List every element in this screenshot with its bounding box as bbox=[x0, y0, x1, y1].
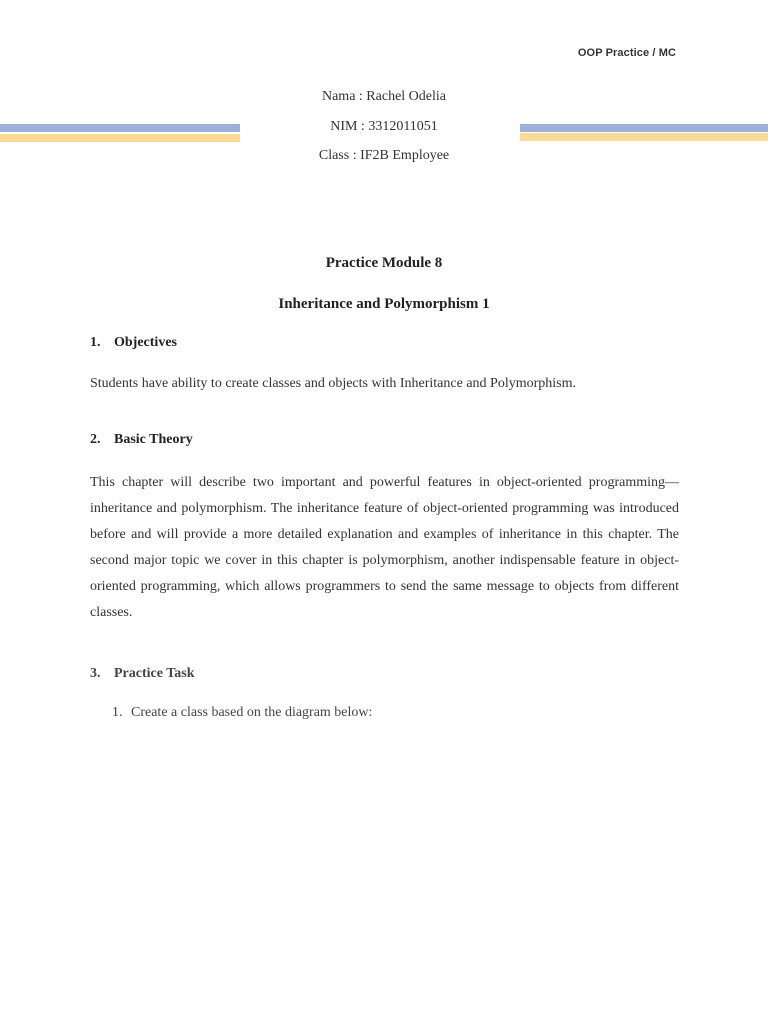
right-yellow-stripe bbox=[520, 133, 768, 141]
objectives-text: Students have ability to create classes and objects with Inheritance and Polymorphism. bbox=[90, 376, 576, 391]
practice-task-heading-text: Practice Task bbox=[114, 666, 195, 681]
basic-theory-heading bbox=[90, 432, 193, 448]
basic-theory-text: This chapter will describe two important and powerful features in object-oriented programming—inheritance and polymorphism. The inheritance feature of object-oriented programming was introduced before and will provide a more detailed explanation and examples of inheritance in this chapter. The second major topic we cover in this chapter is polymorphism, another indispensable feature in object-oriented programming, which allows programmers to send the same message to objects from different classes. bbox=[90, 475, 679, 620]
student-name: Nama : Rachel Odelia bbox=[321, 89, 446, 104]
module-title: Practice Module 8 bbox=[325, 255, 443, 271]
objectives-heading-text: Objectives bbox=[114, 335, 177, 350]
student-nim: NIM : 3312011051 bbox=[330, 118, 438, 134]
practice-task-heading bbox=[90, 666, 195, 682]
left-blue-stripe bbox=[0, 124, 240, 132]
header-tag: OOP Practice / MC bbox=[577, 47, 676, 59]
student-class: Class : IF2B Employee bbox=[318, 148, 450, 163]
basic-theory-heading-text: Basic Theory bbox=[114, 432, 193, 447]
objectives-heading bbox=[90, 335, 177, 351]
task-item-number: 1. bbox=[112, 705, 123, 720]
task-item-text: Create a class based on the diagram below: bbox=[131, 705, 373, 720]
practice-task-number: 3. bbox=[90, 666, 101, 681]
task-list-item bbox=[112, 705, 372, 721]
objectives-number: 1. bbox=[90, 335, 101, 350]
left-yellow-stripe bbox=[0, 134, 240, 142]
topic-title: Inheritance and Polymorphism 1 bbox=[278, 296, 490, 312]
right-blue-stripe bbox=[520, 124, 768, 132]
basic-theory-number: 2. bbox=[90, 432, 101, 447]
